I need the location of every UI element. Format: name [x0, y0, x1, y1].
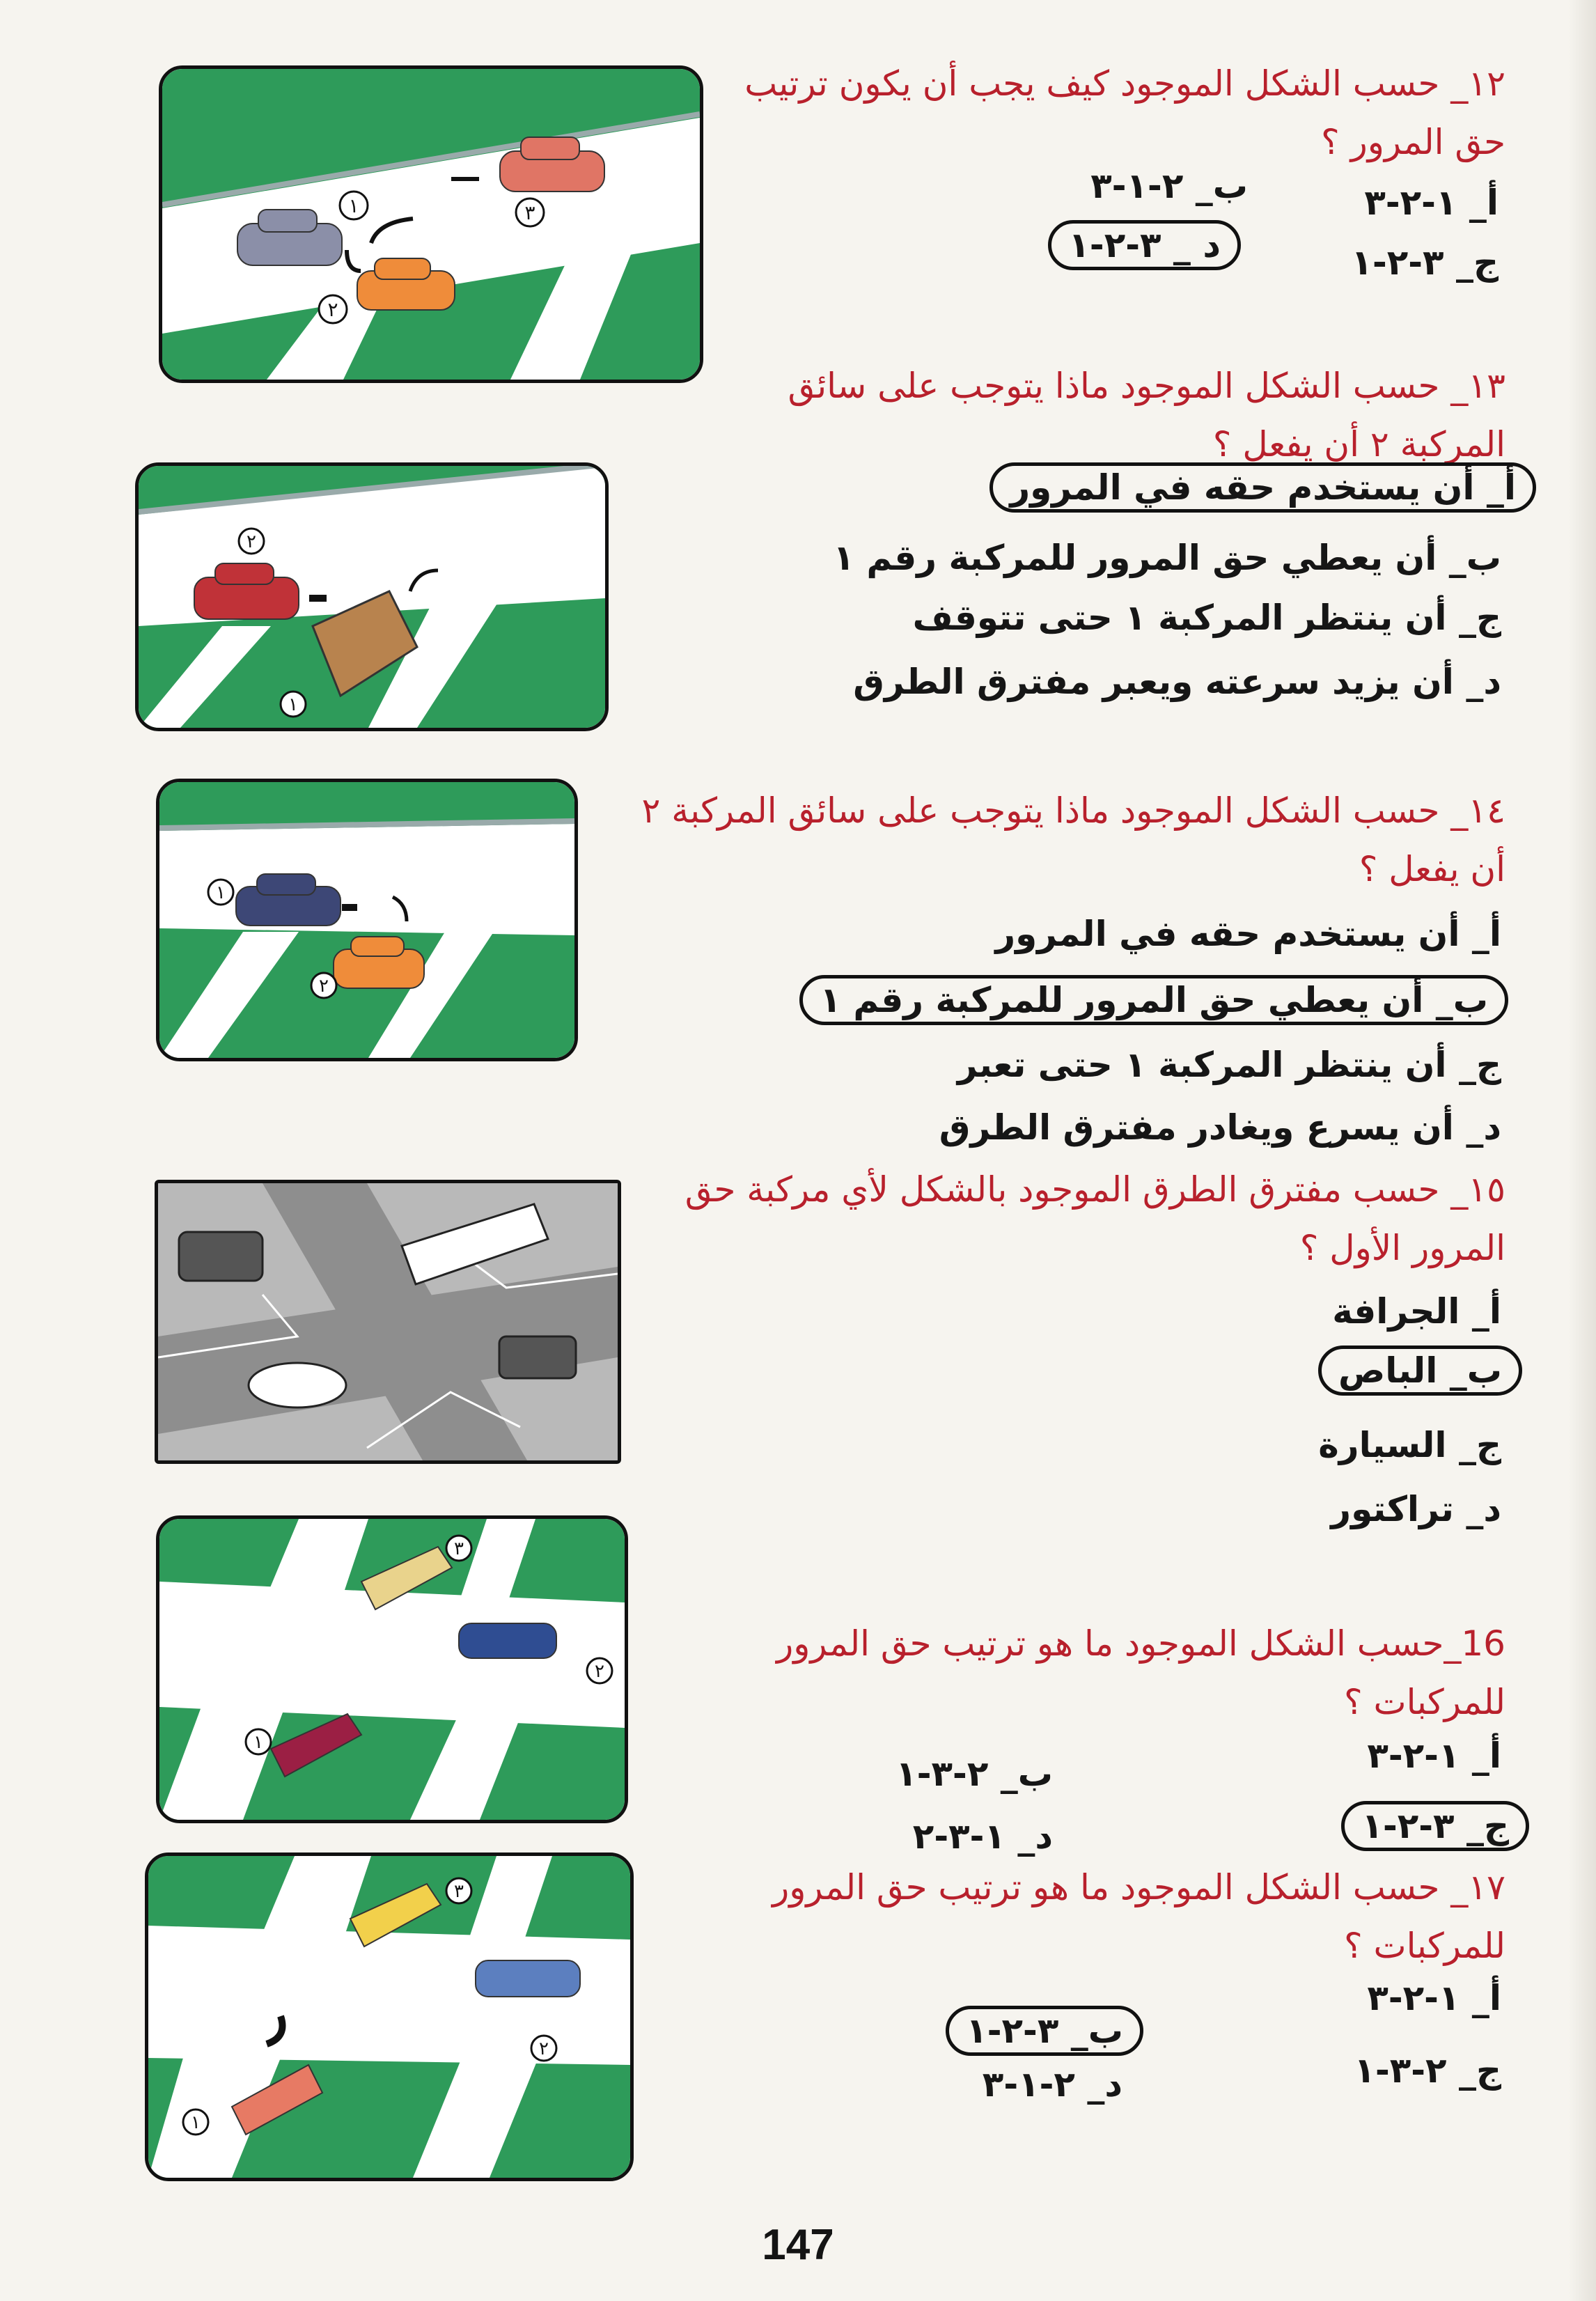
q14-label-2: ٢ [319, 976, 329, 997]
q14-option-a[interactable]: أ_ أن يستخدم حقه في المرور [995, 914, 1501, 954]
q17-option-b[interactable]: ب_ ٣-٢-١ [946, 2006, 1143, 2056]
q13-option-a[interactable]: أ_ أن يستخدم حقه في المرور [989, 462, 1536, 513]
q12-option-c[interactable]: ج_ ٣-٢-١ [1351, 242, 1499, 283]
q13-label-1: ١ [288, 694, 298, 715]
page-number: 147 [762, 2221, 834, 2269]
q12-label-3: ٣ [524, 201, 535, 224]
q12-label-2: ٢ [327, 298, 338, 321]
q17-figure [145, 1852, 634, 2181]
q15-option-d[interactable]: د_ تراكتور [1331, 1489, 1501, 1529]
q12-figure [159, 65, 703, 383]
q13-figure [135, 462, 609, 731]
q13-option-b[interactable]: ب_ أن يعطي حق المرور للمركبة رقم ١ [833, 538, 1501, 578]
q12-option-d[interactable]: د _ ٣-٢-١ [1048, 220, 1241, 270]
q16-label-2: ٢ [595, 1661, 604, 1682]
q17-option-d[interactable]: د_ ٢-١-٣ [982, 2064, 1122, 2105]
q13-option-d[interactable]: د_ أن يزيد سرعته ويعبر مفترق الطرق [853, 662, 1501, 702]
q12-label-1: ١ [348, 194, 359, 217]
q15-option-c[interactable]: ج_ السيارة [1318, 1425, 1501, 1465]
q17-title: ١٧_ حسب الشكل الموجود ما هو ترتيب حق المرور للمركبات ؟ [772, 1867, 1505, 1966]
q15-option-a[interactable]: أ_ الجرافة [1332, 1291, 1501, 1332]
q12-title: ١٢_ حسب الشكل الموجود كيف يجب أن يكون ترتيب حق المرور ؟ [744, 63, 1505, 162]
q16-title: 16_حسب الشكل الموجود ما هو ترتيب حق المرور للمركبات ؟ [776, 1623, 1505, 1722]
q14-label-1: ١ [216, 882, 226, 903]
page-edge [1568, 0, 1596, 2301]
q16-label-1: ١ [253, 1732, 263, 1753]
q14-option-d[interactable]: د_ أن يسرع ويغادر مفترق الطرق [939, 1107, 1501, 1148]
q14-title: ١٤_ حسب الشكل الموجود ماذا يتوجب على سائق المركبة ٢ أن يفعل ؟ [641, 790, 1505, 889]
q15-figure [155, 1180, 621, 1464]
q17-option-c[interactable]: ج_ ٢-٣-١ [1354, 2050, 1501, 2091]
q17-label-1: ١ [191, 2112, 201, 2133]
q14-figure [156, 779, 578, 1061]
q14-option-c[interactable]: ج_ أن ينتظر المركبة ١ حتى تعبر [957, 1045, 1501, 1085]
q16-option-d[interactable]: د_ ١-٣-٢ [912, 1816, 1053, 1857]
q17-option-a[interactable]: أ_ ١-٢-٣ [1367, 1978, 1501, 2018]
q16-option-b[interactable]: ب_ ٢-٣-١ [895, 1754, 1053, 1794]
q13-option-c[interactable]: ج_ أن ينتظر المركبة ١ حتى تتوقف [912, 598, 1501, 638]
q13-label-2: ٢ [247, 531, 256, 552]
q15-title: ١٥_ حسب مفترق الطرق الموجود بالشكل لأي مركبة حق المرور الأول ؟ [684, 1169, 1505, 1268]
q12-option-a[interactable]: أ_ ١-٢-٣ [1364, 182, 1499, 223]
q16-label-3: ٣ [454, 1538, 464, 1559]
q16-figure [156, 1515, 628, 1823]
q17-label-2: ٢ [539, 2038, 549, 2059]
q15-option-b[interactable]: ب_ الباص [1318, 1346, 1522, 1396]
q17-label-3: ٣ [454, 1881, 464, 1902]
q13-title: ١٣_ حسب الشكل الموجود ماذا يتوجب على سائق المركبة ٢ أن يفعل ؟ [788, 366, 1505, 465]
q16-option-c[interactable]: ج_ ٣-٢-١ [1341, 1801, 1529, 1851]
q16-option-a[interactable]: أ_ ١-٢-٣ [1367, 1736, 1501, 1776]
q12-option-b[interactable]: ب_ ٢-١-٣ [1090, 166, 1248, 206]
q14-option-b[interactable]: ب_ أن يعطي حق المرور للمركبة رقم ١ [799, 975, 1508, 1025]
